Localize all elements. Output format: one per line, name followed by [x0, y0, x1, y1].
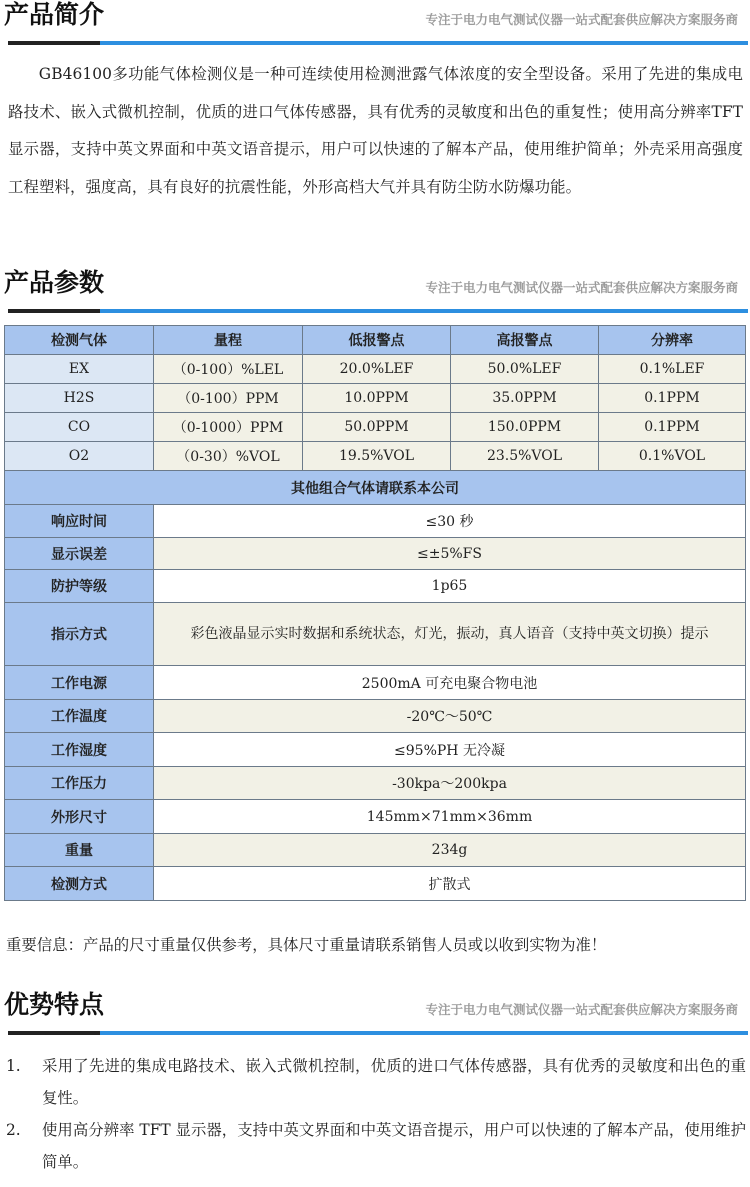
param-value: ≤30 秒	[154, 505, 746, 538]
section-header-intro	[0, 0, 750, 44]
intro-paragraph: GB46100多功能气体检测仪是一种可连续使用检测泄露气体浓度的安全型设备。采用了先进的集成电路技术、嵌入式微机控制，优质的进口气体传感器，具有优秀的灵敏度和出色的重复性；使用高分辨率TFT显示器，支持中英文界面和中英文语音提示，用户可以快速的了解本产品，使用维护简单；外壳采用高强度工程塑料，强度高，具有良好的抗震性能，外形高档大气并具有防尘防水防爆功能。	[8, 65, 743, 196]
table-cell: 20.0%LEF	[303, 355, 451, 384]
param-row	[5, 700, 746, 733]
table-cell: 10.0PPM	[303, 384, 451, 413]
section-header-advantages	[0, 990, 750, 1034]
param-label: 工作电源	[5, 666, 154, 700]
param-row	[5, 767, 746, 800]
gas-name-cell: H2S	[5, 384, 154, 413]
param-value: -30kpa～200kpa	[154, 767, 746, 800]
section-title: 产品参数	[4, 268, 105, 297]
table-cell: 50.0%LEF	[451, 355, 599, 384]
param-row	[5, 733, 746, 767]
param-label: 响应时间	[5, 505, 154, 538]
param-row	[5, 867, 746, 901]
table-cell: 150.0PPM	[451, 413, 599, 442]
gas-name-cell: EX	[5, 355, 154, 384]
table-cell: （0-1000）PPM	[154, 413, 303, 442]
table-cell: （0-30）%VOL	[154, 442, 303, 471]
table-row	[5, 442, 746, 471]
param-value: ≤±5%FS	[154, 538, 746, 570]
table-cell: 19.5%VOL	[303, 442, 451, 471]
param-label: 工作压力	[5, 767, 154, 800]
table-cell: 0.1%LEF	[599, 355, 746, 384]
table-header-cell: 高报警点	[451, 326, 599, 355]
param-row	[5, 800, 746, 834]
param-label: 指示方式	[5, 603, 154, 666]
param-row	[5, 834, 746, 867]
gas-name-cell: CO	[5, 413, 154, 442]
section-slogan: 专注于电力电气测试仪器一站式配套供应解决方案服务商	[425, 1002, 738, 1017]
section-header-params	[0, 268, 750, 312]
param-value: 234g	[154, 834, 746, 867]
param-value: 2500mA 可充电聚合物电池	[154, 666, 746, 700]
section-divider	[8, 309, 748, 313]
table-cell: 0.1PPM	[599, 413, 746, 442]
param-label: 防护等级	[5, 570, 154, 603]
param-value: 145mm×71mm×36mm	[154, 800, 746, 834]
param-label: 工作温度	[5, 700, 154, 733]
param-value: ≤95%PH 无冷凝	[154, 733, 746, 767]
param-value: 扩散式	[154, 867, 746, 901]
list-number: 2.	[6, 1121, 21, 1139]
section-slogan: 专注于电力电气测试仪器一站式配套供应解决方案服务商	[425, 12, 738, 27]
notice-text: 重要信息：产品的尺寸重量仅供参考，具体尺寸重量请联系销售人员或以收到实物为准！	[6, 936, 607, 954]
list-item	[6, 1114, 746, 1178]
param-label: 显示误差	[5, 538, 154, 570]
gas-name-cell: O2	[5, 442, 154, 471]
param-value: 1p65	[154, 570, 746, 603]
param-row	[5, 538, 746, 570]
list-text: 使用高分辨率 TFT 显示器，支持中英文界面和中英文语音提示，用户可以快速的了解本产品，使用维护简单。	[42, 1121, 746, 1171]
list-item	[6, 1050, 746, 1114]
param-row	[5, 666, 746, 700]
param-row	[5, 570, 746, 603]
table-header-row	[5, 326, 746, 355]
param-row	[5, 603, 746, 666]
table-cell: 35.0PPM	[451, 384, 599, 413]
table-header-cell: 检测气体	[5, 326, 154, 355]
table-row	[5, 384, 746, 413]
table-header-cell: 量程	[154, 326, 303, 355]
param-row	[5, 505, 746, 538]
advantages-list	[6, 1050, 746, 1178]
section-title: 产品简介	[4, 0, 105, 29]
section-divider	[8, 1031, 748, 1035]
section-title: 优势特点	[4, 990, 105, 1019]
table-cell: 50.0PPM	[303, 413, 451, 442]
table-cell: （0-100）PPM	[154, 384, 303, 413]
combo-note: 其他组合气体请联系本公司	[5, 471, 746, 505]
table-cell: 0.1PPM	[599, 384, 746, 413]
list-number: 1.	[6, 1057, 21, 1075]
param-value: -20℃～50℃	[154, 700, 746, 733]
table-cell: （0-100）%LEL	[154, 355, 303, 384]
table-cell: 0.1%VOL	[599, 442, 746, 471]
table-cell: 23.5%VOL	[451, 442, 599, 471]
param-label: 工作湿度	[5, 733, 154, 767]
section-divider	[8, 41, 748, 45]
param-value: 彩色液晶显示实时数据和系统状态，灯光，振动，真人语音（支持中英文切换）提示	[154, 603, 746, 666]
table-row	[5, 355, 746, 384]
param-label: 外形尺寸	[5, 800, 154, 834]
spec-table	[4, 325, 746, 901]
param-label: 重量	[5, 834, 154, 867]
section-slogan: 专注于电力电气测试仪器一站式配套供应解决方案服务商	[425, 280, 738, 295]
table-header-cell: 低报警点	[303, 326, 451, 355]
table-row	[5, 413, 746, 442]
list-text: 采用了先进的集成电路技术、嵌入式微机控制，优质的进口气体传感器，具有优秀的灵敏度和出色的重复性。	[42, 1057, 746, 1107]
combo-note-row	[5, 471, 746, 505]
param-label: 检测方式	[5, 867, 154, 901]
table-header-cell: 分辨率	[599, 326, 746, 355]
